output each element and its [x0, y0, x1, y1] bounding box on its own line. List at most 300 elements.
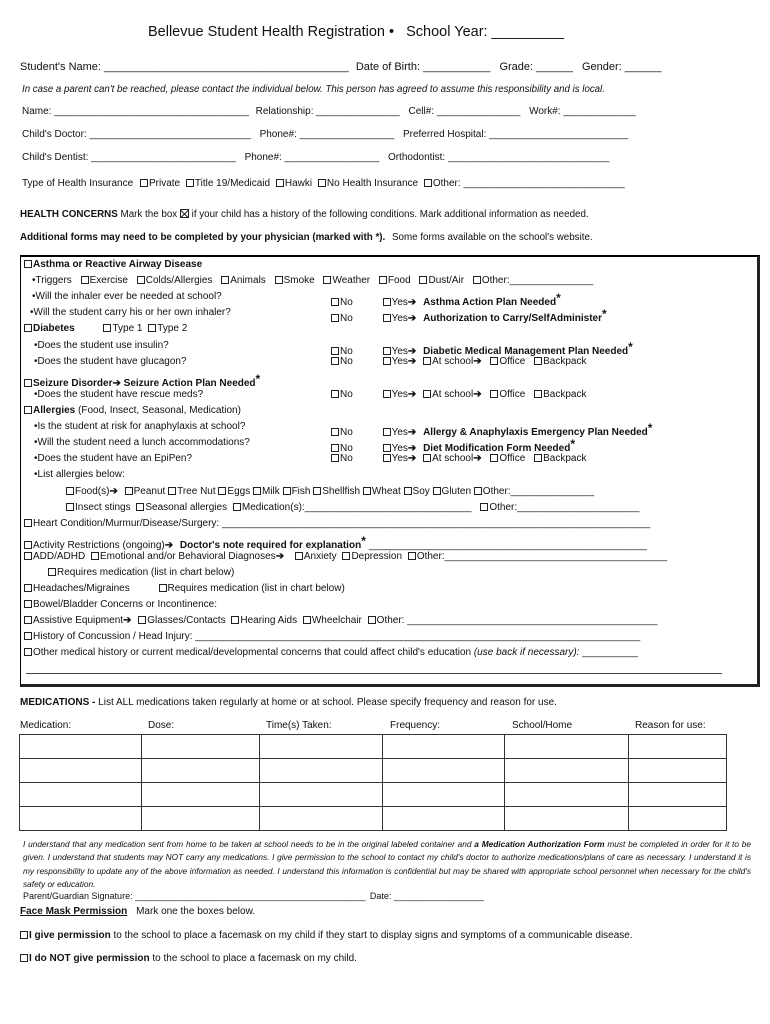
- table-row: [20, 735, 727, 759]
- time-cell[interactable]: [259, 807, 383, 831]
- doctor-row: [22, 129, 628, 140]
- asterisk-icon: *: [601, 307, 607, 321]
- frequency-cell[interactable]: [383, 759, 505, 783]
- mask-give-permission-checkbox[interactable]: [20, 931, 28, 939]
- dose-cell[interactable]: [141, 759, 259, 783]
- arrow-right-icon: ➔: [473, 356, 482, 367]
- relationship-label: Relationship:: [255, 106, 314, 117]
- tree-nut-label: Tree Nut: [177, 486, 216, 497]
- eggs-checkbox[interactable]: [218, 487, 226, 495]
- activity-label: Activity Restrictions (ongoing): [33, 540, 165, 551]
- concussion-field[interactable]: ________________________________________________________________________________: [195, 631, 641, 642]
- mask-deny-permission-row: [20, 953, 357, 964]
- mask-give-permission-row: [20, 930, 633, 941]
- concussion-row: [24, 631, 640, 642]
- epipen-office-checkbox[interactable]: [490, 454, 498, 462]
- foods-checkbox[interactable]: [66, 487, 74, 495]
- other-allergies-row: [66, 502, 639, 513]
- depression-checkbox[interactable]: [342, 552, 350, 560]
- food-other-field[interactable]: _______________: [510, 486, 595, 497]
- add-requires-med-checkbox[interactable]: [48, 568, 56, 576]
- contact-name-field[interactable]: ___________________________________: [54, 106, 249, 117]
- trigger-animals-checkbox[interactable]: [221, 276, 229, 284]
- type1-label: Type 1: [112, 323, 143, 334]
- insurance-hawki-checkbox[interactable]: [276, 179, 284, 187]
- no-label: No: [340, 356, 353, 367]
- allergies-checkbox[interactable]: [24, 406, 32, 414]
- heart-field[interactable]: _____________________________________________________________________________: [221, 518, 651, 529]
- anxiety-label: Anxiety: [303, 551, 337, 562]
- add-other-label: Other:: [416, 551, 445, 562]
- med-col-dose: Dose:: [148, 720, 175, 731]
- doctor-note-label: Doctor's note required for explanation: [179, 540, 362, 551]
- lunch-yes-checkbox[interactable]: [383, 444, 391, 452]
- med-col-times: Time(s) Taken:: [266, 720, 332, 731]
- gender-field[interactable]: ______: [624, 61, 662, 73]
- wheelchair-checkbox[interactable]: [303, 616, 311, 624]
- epipen-no-checkbox[interactable]: [331, 454, 339, 462]
- at-school-label: At school: [432, 453, 474, 464]
- at-school-label: At school: [432, 356, 474, 367]
- add-checkbox[interactable]: [24, 552, 32, 560]
- time-cell[interactable]: [259, 783, 383, 807]
- reason-cell[interactable]: [629, 759, 727, 783]
- seizure-plan-note: Seizure Action Plan Needed: [123, 378, 256, 389]
- arrow-right-icon: ➔: [407, 313, 417, 324]
- face-mask-heading: Face Mask Permission: [20, 906, 128, 917]
- table-row: [20, 807, 727, 831]
- list-allergies-label: •List allergies below:: [34, 469, 125, 480]
- medication-allergy-label: Medication(s):: [241, 502, 305, 513]
- form-title: Bellevue Student Health Registration •: [148, 24, 395, 40]
- insurance-row: [22, 178, 625, 189]
- doctor-phone-label: Phone#:: [259, 129, 297, 140]
- allergies-row: [24, 405, 241, 416]
- diabetes-row: [24, 323, 187, 334]
- dob-label: Date of Birth:: [355, 61, 421, 73]
- other-history-field[interactable]: __________: [582, 647, 638, 658]
- dose-cell[interactable]: [141, 783, 259, 807]
- arrow-right-icon: ➔: [112, 378, 121, 389]
- at-school-label: At school: [432, 389, 474, 400]
- heart-row: [24, 518, 650, 529]
- activity-field[interactable]: __________________________________________________: [368, 540, 647, 551]
- dentist-phone-field[interactable]: _________________: [284, 152, 380, 163]
- trigger-smoke-label: Smoke: [283, 275, 315, 286]
- glucagon-question: •Does the student have glucagon?: [34, 356, 187, 367]
- peanut-checkbox[interactable]: [125, 487, 133, 495]
- carry-no-checkbox[interactable]: [331, 314, 339, 322]
- arrow-right-icon: ➔: [407, 389, 417, 400]
- asterisk-icon: *: [556, 291, 561, 305]
- peanut-label: Peanut: [133, 486, 166, 497]
- med-col-medication: Medication:: [20, 720, 72, 731]
- cell-field[interactable]: _______________: [436, 106, 521, 117]
- arrow-right-icon: ➔: [407, 453, 417, 464]
- consent-text-1-end: must be: [607, 839, 638, 849]
- time-cell[interactable]: [259, 735, 383, 759]
- med-col-school-home: School/Home: [512, 720, 573, 731]
- face-mask-instruction: Mark one the boxes below.: [136, 906, 256, 917]
- asterisk-icon: *: [361, 534, 366, 548]
- insurance-none-label: No Health Insurance: [326, 178, 419, 189]
- trigger-animals-label: Animals: [230, 275, 266, 286]
- arrow-right-icon: ➔: [473, 389, 482, 400]
- other-history-row: [24, 647, 638, 658]
- allergies-detail: (Food, Insect, Seasonal, Medication): [78, 405, 241, 416]
- give-permission-text: to the school to place a facemask on my child if they start to display signs and symptoms of a communicable disease.: [113, 930, 633, 941]
- insulin-question: •Does the student use insulin?: [34, 340, 169, 351]
- other-history-label: Other medical history or current medical/developmental concerns that could affect child's education: [33, 647, 472, 658]
- milk-label: Milk: [262, 486, 280, 497]
- epipen-at-school-checkbox[interactable]: [423, 454, 431, 462]
- headaches-checkbox[interactable]: [24, 584, 32, 592]
- diabetic-plan-note: Diabetic Medical Management Plan Needed: [423, 346, 629, 357]
- arrow-right-icon: ➔: [407, 427, 417, 438]
- diabetes-label: Diabetes: [33, 323, 75, 334]
- date-field[interactable]: __________________: [393, 891, 484, 901]
- school-home-cell[interactable]: [505, 735, 629, 759]
- no-label: No: [340, 313, 353, 324]
- backpack-label: Backpack: [543, 453, 587, 464]
- concussion-checkbox[interactable]: [24, 632, 32, 640]
- soy-label: Soy: [412, 486, 430, 497]
- consent-text-1: I understand that any medication sent from home to be taken at school needs to be in the original labeled container and: [23, 839, 472, 849]
- gluten-checkbox[interactable]: [433, 487, 441, 495]
- medication-allergy-checkbox[interactable]: [233, 503, 241, 511]
- bowel-label: Bowel/Bladder Concerns or Incontinence:: [33, 599, 217, 610]
- anaphylaxis-question: •Is the student at risk for anaphylaxis at school?: [34, 421, 246, 432]
- medications-heading: MEDICATIONS -: [20, 697, 96, 708]
- tree-nut-checkbox[interactable]: [168, 487, 176, 495]
- dose-cell[interactable]: [141, 807, 259, 831]
- rescue-yes-checkbox[interactable]: [383, 390, 391, 398]
- signature-field[interactable]: ______________________________________________: [135, 891, 366, 901]
- reason-cell[interactable]: [629, 783, 727, 807]
- wheat-label: Wheat: [371, 486, 401, 497]
- requires-med-label: Requires medication (list in chart below): [57, 567, 235, 578]
- rescue-meds-question: •Does the student have rescue meds?: [34, 389, 204, 400]
- grade-field[interactable]: ______: [536, 61, 573, 73]
- orthodontist-field[interactable]: _____________________________: [447, 152, 610, 163]
- insurance-private-checkbox[interactable]: [140, 179, 148, 187]
- inhaler-no-checkbox[interactable]: [331, 298, 339, 306]
- yes-label: Yes: [391, 297, 408, 308]
- lunch-question: •Will the student need a lunch accommodations?: [34, 437, 250, 448]
- requires-med-label: Requires medication (list in chart below): [167, 583, 345, 594]
- glucagon-no-checkbox[interactable]: [331, 357, 339, 365]
- anaphylaxis-yes-checkbox[interactable]: [383, 428, 391, 436]
- school-home-cell[interactable]: [505, 759, 629, 783]
- glucagon-yes-checkbox[interactable]: [383, 357, 391, 365]
- arrow-right-icon: ➔: [164, 540, 174, 551]
- student-info-row: [20, 61, 661, 73]
- dentist-label: Child's Dentist:: [22, 152, 89, 163]
- office-label: Office: [499, 389, 526, 400]
- allergy-plan-note: Allergy & Anaphylaxis Emergency Plan Needed: [423, 427, 648, 438]
- insulin-yes-checkbox[interactable]: [383, 347, 391, 355]
- headaches-requires-med-checkbox[interactable]: [159, 584, 167, 592]
- allergy-other-checkbox[interactable]: [480, 503, 488, 511]
- insurance-other-label: Other:: [432, 178, 461, 189]
- yes-label: Yes: [391, 313, 408, 324]
- med-cell[interactable]: [20, 759, 142, 783]
- trigger-colds-checkbox[interactable]: [137, 276, 145, 284]
- anaphylaxis-answers: [331, 421, 652, 438]
- school-year-field[interactable]: _________: [491, 24, 565, 40]
- insect-checkbox[interactable]: [66, 503, 74, 511]
- glasses-checkbox[interactable]: [138, 616, 146, 624]
- forms-note-bold: Additional forms may need to be completed by your physician (marked with *).: [20, 232, 386, 243]
- time-cell[interactable]: [259, 759, 383, 783]
- med-cell[interactable]: [20, 807, 142, 831]
- doctor-phone-field[interactable]: _________________: [299, 129, 395, 140]
- arrow-right-icon: ➔: [473, 453, 482, 464]
- relationship-field[interactable]: _______________: [316, 106, 400, 117]
- foods-label: Food(s): [75, 486, 110, 497]
- doctor-field[interactable]: _____________________________: [89, 129, 251, 140]
- school-home-cell[interactable]: [505, 783, 629, 807]
- asthma-checkbox[interactable]: [24, 260, 32, 268]
- food-other-checkbox[interactable]: [474, 487, 482, 495]
- diet-form-note: Diet Modification Form Needed: [423, 443, 571, 454]
- rescue-backpack-checkbox[interactable]: [534, 390, 542, 398]
- no-label: No: [340, 427, 353, 438]
- arrow-right-icon: ➔: [109, 486, 118, 497]
- contact-name-label: Name:: [22, 106, 52, 117]
- yes-label: Yes: [391, 453, 408, 464]
- activity-checkbox[interactable]: [24, 541, 32, 549]
- assist-other-checkbox[interactable]: [368, 616, 376, 624]
- soy-checkbox[interactable]: [404, 487, 412, 495]
- table-row: [20, 783, 727, 807]
- heart-label: Heart Condition/Murmur/Disease/Surgery:: [33, 518, 220, 529]
- assistive-checkbox[interactable]: [24, 616, 32, 624]
- medication-allergy-field[interactable]: ______________________________: [304, 502, 472, 513]
- backpack-label: Backpack: [543, 356, 587, 367]
- trigger-dust-checkbox[interactable]: [419, 276, 427, 284]
- insurance-other-field[interactable]: _____________________________: [463, 178, 625, 189]
- insurance-other-checkbox[interactable]: [424, 179, 432, 187]
- asterisk-icon: *: [628, 340, 633, 354]
- page-title: [148, 24, 564, 40]
- checked-box-example-icon: [180, 209, 189, 218]
- gluten-label: Gluten: [441, 486, 472, 497]
- shellfish-label: Shellfish: [322, 486, 361, 497]
- anaphylaxis-no-checkbox[interactable]: [331, 428, 339, 436]
- rescue-no-checkbox[interactable]: [331, 390, 339, 398]
- frequency-cell[interactable]: [383, 783, 505, 807]
- emergency-contact-row: [22, 106, 636, 117]
- heart-checkbox[interactable]: [24, 519, 32, 527]
- headaches-label: Headaches/Migraines: [33, 583, 130, 594]
- food-allergies-row: [66, 486, 594, 497]
- assist-other-field[interactable]: _____________________________________________: [407, 615, 658, 626]
- bowel-checkbox[interactable]: [24, 600, 32, 608]
- asterisk-icon: *: [570, 437, 575, 451]
- deny-permission-label: I do NOT give permission: [29, 953, 150, 964]
- emotional-label: Emotional and/or Behavioral Diagnoses: [100, 551, 276, 562]
- trigger-weather-checkbox[interactable]: [323, 276, 331, 284]
- med-cell[interactable]: [20, 735, 142, 759]
- medications-table: [19, 734, 727, 831]
- fish-checkbox[interactable]: [283, 487, 291, 495]
- concussion-label: History of Concussion / Head Injury:: [33, 631, 193, 642]
- arrow-right-icon: ➔: [407, 297, 417, 308]
- insurance-private-label: Private: [148, 178, 181, 189]
- arrow-right-icon: ➔: [123, 615, 132, 626]
- glucagon-at-school-checkbox[interactable]: [423, 357, 431, 365]
- work-label: Work#:: [529, 106, 561, 117]
- assistive-row: [24, 615, 658, 626]
- insurance-medicaid-checkbox[interactable]: [186, 179, 194, 187]
- trigger-other-label: Other:: [481, 275, 510, 286]
- date-label: Date:: [369, 891, 392, 901]
- student-name-label: Student's Name:: [20, 61, 101, 73]
- other-history-line[interactable]: [26, 673, 722, 674]
- trigger-dust-label: Dust/Air: [428, 275, 465, 286]
- work-field[interactable]: _____________: [563, 106, 636, 117]
- insurance-none-checkbox[interactable]: [318, 179, 326, 187]
- signature-label: Parent/Guardian Signature:: [23, 891, 133, 901]
- arrow-right-icon: ➔: [407, 443, 417, 454]
- add-requires-med-row: [48, 567, 234, 578]
- dentist-field[interactable]: __________________________: [91, 152, 236, 163]
- hearing-checkbox[interactable]: [231, 616, 239, 624]
- other-history-checkbox[interactable]: [24, 648, 32, 656]
- seizure-checkbox[interactable]: [24, 379, 32, 387]
- mark-box-text: Mark the box: [120, 209, 178, 220]
- consent-paragraph: [23, 838, 751, 892]
- arrow-right-icon: ➔: [407, 356, 417, 367]
- consent-text-2: completed in order for it to be given. I understand that students may NOT carry any medications. I give permission to the school to contact my child's doctor to: [23, 839, 751, 863]
- assist-other-label: Other:: [376, 615, 405, 626]
- yes-label: Yes: [391, 427, 408, 438]
- glucagon-office-checkbox[interactable]: [490, 357, 498, 365]
- rescue-office-checkbox[interactable]: [490, 390, 498, 398]
- milk-checkbox[interactable]: [253, 487, 261, 495]
- yes-label: Yes: [391, 389, 408, 400]
- trigger-other-field[interactable]: _______________: [509, 275, 594, 286]
- seizure-row: [24, 372, 260, 389]
- anxiety-checkbox[interactable]: [295, 552, 303, 560]
- asthma-row: [24, 259, 202, 270]
- insulin-no-checkbox[interactable]: [331, 347, 339, 355]
- type2-label: Type 2: [157, 323, 188, 334]
- student-name-field[interactable]: ________________________________________: [104, 61, 349, 73]
- type2-checkbox[interactable]: [148, 324, 156, 332]
- dentist-phone-label: Phone#:: [244, 152, 282, 163]
- backpack-label: Backpack: [543, 389, 587, 400]
- epipen-backpack-checkbox[interactable]: [534, 454, 542, 462]
- yes-label: Yes: [391, 346, 408, 357]
- grade-label: Grade:: [499, 61, 534, 73]
- hospital-label: Preferred Hospital:: [402, 129, 487, 140]
- additional-forms-note: [20, 232, 593, 243]
- add-other-checkbox[interactable]: [408, 552, 416, 560]
- glasses-label: Glasses/Contacts: [147, 615, 226, 626]
- face-mask-heading-row: [20, 906, 255, 917]
- seasonal-checkbox[interactable]: [136, 503, 144, 511]
- insect-label: Insect stings: [75, 502, 131, 513]
- diabetes-checkbox[interactable]: [24, 324, 32, 332]
- carry-yes-checkbox[interactable]: [383, 314, 391, 322]
- history-text: if your child has a history of the following conditions. Mark additional information as needed.: [191, 209, 589, 220]
- epipen-yes-checkbox[interactable]: [383, 454, 391, 462]
- trigger-smoke-checkbox[interactable]: [275, 276, 283, 284]
- yes-label: Yes: [391, 356, 408, 367]
- trigger-colds-label: Colds/Allergies: [145, 275, 213, 286]
- wheat-checkbox[interactable]: [363, 487, 371, 495]
- consent-text-3: authorize medications/plans of care as necessary. I understand it is my responsibility to update any of the above information as needed. I understand this: [23, 852, 751, 876]
- medications-heading-row: [20, 697, 557, 708]
- add-label: ADD/ADHD: [33, 551, 86, 562]
- trigger-food-checkbox[interactable]: [379, 276, 387, 284]
- signature-row: [23, 891, 484, 901]
- inhaler-yes-checkbox[interactable]: [383, 298, 391, 306]
- yes-label: Yes: [391, 443, 408, 454]
- doctor-label: Child's Doctor:: [22, 129, 87, 140]
- arrow-right-icon: ➔: [407, 346, 417, 357]
- asterisk-icon: *: [255, 372, 261, 386]
- insurance-medicaid-label: Title 19/Medicaid: [194, 178, 271, 189]
- med-cell[interactable]: [20, 783, 142, 807]
- asthma-label: Asthma or Reactive Airway Disease: [33, 259, 203, 270]
- trigger-other-checkbox[interactable]: [473, 276, 481, 284]
- orthodontist-label: Orthodontist:: [387, 152, 446, 163]
- no-label: No: [340, 453, 353, 464]
- frequency-cell[interactable]: [383, 735, 505, 759]
- emotional-checkbox[interactable]: [91, 552, 99, 560]
- reason-cell[interactable]: [629, 735, 727, 759]
- fish-label: Fish: [291, 486, 311, 497]
- bowel-row: [24, 599, 217, 610]
- trigger-exercise-label: Exercise: [89, 275, 128, 286]
- epipen-question: •Does the student have an EpiPen?: [34, 453, 193, 464]
- carry-inhaler-question: •Will the student carry his or her own inhaler?: [30, 307, 231, 318]
- give-permission-label: I give permission: [29, 930, 111, 941]
- gender-label: Gender:: [581, 61, 622, 73]
- carry-authorization-note: Authorization to Carry/SelfAdminister: [423, 313, 602, 324]
- rescue-at-school-checkbox[interactable]: [423, 390, 431, 398]
- add-other-field[interactable]: ________________________________________: [444, 551, 668, 562]
- no-label: No: [340, 297, 353, 308]
- depression-label: Depression: [351, 551, 403, 562]
- dob-field[interactable]: ___________: [423, 61, 491, 73]
- glucagon-backpack-checkbox[interactable]: [534, 357, 542, 365]
- consent-text-4: information is confidential but may be shared with appropriate school personnel when necessary for the child's safety or education.: [23, 865, 751, 890]
- hospital-field[interactable]: _________________________: [489, 129, 629, 140]
- reason-cell[interactable]: [629, 807, 727, 831]
- lunch-no-checkbox[interactable]: [331, 444, 339, 452]
- type1-checkbox[interactable]: [103, 324, 111, 332]
- contact-note: In case a parent can't be reached, please contact the individual below. This person has agreed to assume this responsibility and is local.: [22, 84, 605, 95]
- dose-cell[interactable]: [141, 735, 259, 759]
- mask-deny-permission-checkbox[interactable]: [20, 954, 28, 962]
- table-row: [20, 759, 727, 783]
- medications-instructions: List ALL medications taken regularly at home or at school. Please specify frequency and reason for use.: [98, 697, 557, 708]
- med-col-frequency: Frequency:: [390, 720, 441, 731]
- school-home-cell[interactable]: [505, 807, 629, 831]
- office-label: Office: [499, 356, 526, 367]
- shellfish-checkbox[interactable]: [313, 487, 321, 495]
- seizure-label: Seizure Disorder: [33, 378, 113, 389]
- medication-form-bold: a Medication Authorization Form: [474, 839, 605, 849]
- activity-row: [24, 534, 647, 551]
- frequency-cell[interactable]: [383, 807, 505, 831]
- trigger-exercise-checkbox[interactable]: [81, 276, 89, 284]
- allergy-other-field[interactable]: ______________________: [517, 502, 640, 513]
